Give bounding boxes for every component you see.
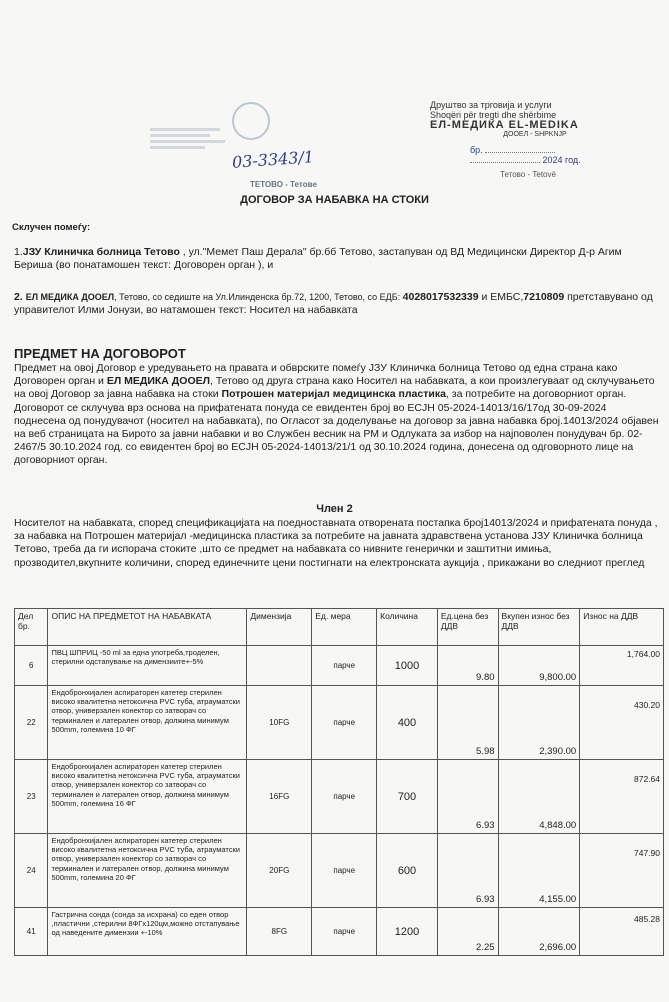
header-part-no: Дел бр. xyxy=(15,609,48,646)
party-two-address: , Тетово, со седиште на Ул.Илинденска бр.72, 1200, Тетово, со ЕДБ: xyxy=(114,292,403,302)
party-two-representative: претставувано од управителот Илми Јонузи, во натамошен текст: Носител на набавката xyxy=(14,291,653,317)
table-row xyxy=(15,834,664,908)
party-two-name: ЕЛ МЕДИКА ДООЕЛ xyxy=(25,292,115,302)
row-no: 6 xyxy=(15,646,48,686)
article-title: Член 2 xyxy=(316,503,353,515)
company-line1: Друштво за трговија и услуги xyxy=(430,100,552,110)
row-price: 6.93 xyxy=(437,760,498,834)
company-name: ЕЛ-МЕДИКА EL-MEDIKA xyxy=(430,119,579,131)
row-price: 2.25 xyxy=(437,908,498,956)
row-price: 9.80 xyxy=(437,646,498,686)
row-vat: 430.20 xyxy=(580,686,664,760)
row-no: 23 xyxy=(15,760,48,834)
company-line2: Shoqëri për tregti dhe shërbime xyxy=(430,110,557,120)
row-no: 24 xyxy=(15,834,48,908)
header-quantity: Количина xyxy=(377,609,438,646)
row-price: 6.93 xyxy=(437,834,498,908)
seal-icon xyxy=(232,102,270,140)
table-row xyxy=(15,908,664,956)
company-ref-year: 2024 год. xyxy=(542,155,581,165)
table-row xyxy=(15,686,664,760)
row-quantity: 600 xyxy=(377,834,438,908)
row-total: 4,155.00 xyxy=(498,834,580,908)
table-header-row xyxy=(15,609,664,646)
section-title: ПРЕДМЕТ НА ДОГОВОРОТ xyxy=(14,346,186,361)
row-quantity: 1200 xyxy=(377,908,438,956)
party-one-name: ЈЗУ Клиничка болница Тетово xyxy=(22,246,180,258)
row-quantity: 1000 xyxy=(377,646,438,686)
row-vat: 1,764.00 xyxy=(580,646,664,686)
subject-goods: Потрошен материјал медицинска пластика xyxy=(221,388,446,401)
row-quantity: 400 xyxy=(377,686,438,760)
row-unit: парче xyxy=(312,686,377,760)
table-row xyxy=(15,646,664,686)
row-unit: парче xyxy=(312,834,377,908)
table-row xyxy=(15,760,664,834)
row-price: 5.98 xyxy=(437,686,498,760)
party-two-number: 2. xyxy=(14,291,23,303)
row-no: 41 xyxy=(15,908,48,956)
header-total: Вкупен износ без ДДВ xyxy=(498,609,580,646)
row-dimension: 10FG xyxy=(247,686,312,760)
party-two-edb: 4028017532339 xyxy=(402,291,479,303)
subject-company: ЕЛ МЕДИКА ДООЕЛ xyxy=(106,375,210,388)
row-vat: 747.90 xyxy=(580,834,664,908)
party-one-number: 1. xyxy=(14,246,23,258)
header-unit-price: Ед.цена без ДДВ xyxy=(437,609,498,646)
header-description: ОПИС НА ПРЕДМЕТОТ НА НАБАВКАТА xyxy=(48,609,247,646)
company-stamp xyxy=(430,100,640,140)
row-unit: парче xyxy=(312,646,377,686)
subject-text-3: , за потребите на договорниот орган. xyxy=(445,388,627,401)
company-city: Тетово - Tetovë xyxy=(500,170,556,179)
row-vat: 485.28 xyxy=(580,908,664,956)
party-two xyxy=(14,291,654,317)
stamp-city: ТЕТОВО - Тетовe xyxy=(250,180,317,189)
row-description: ПВЦ ШПРИЦ -50 ml за една употреба,троделен, стерилни одстапување на димензиите+-5% xyxy=(48,646,247,686)
subject-text-2: , Тетово од друга страна како Носител на набавката, а кои произлегуваат од склучувањето на овој Договор за јавна набавка на стоки xyxy=(14,375,655,401)
row-vat: 872.64 xyxy=(580,760,664,834)
company-sub: ДООЕЛ - SHPKNJP xyxy=(503,131,567,138)
row-description: Гастрична сонда (сонда за исхрана) со еден отвор ,пластични ,стерилни 8ФГх120цм,можно отстапување од наведените димензии +-10% xyxy=(48,908,247,956)
party-two-embs: 7210809 xyxy=(523,291,565,303)
header-dimension: Димензија xyxy=(247,609,312,646)
row-dimension: 8FG xyxy=(247,908,312,956)
document-title: ДОГОВОР ЗА НАБАВКА НА СТОКИ xyxy=(240,194,429,206)
row-no: 22 xyxy=(15,686,48,760)
party-two-embs-label: и ЕМБС, xyxy=(478,291,524,303)
row-total: 4,848.00 xyxy=(498,760,580,834)
row-description: Ендобронхијален аспираторен катетер стерилен високо квалитетна нетоксична PVC туба, атрауматски отвор, универзален конектор со затворач со терминален и латерален отвор, должина минимум 500mm, големина 16 ФГ xyxy=(48,760,247,834)
row-dimension: 16FG xyxy=(247,760,312,834)
row-unit: парче xyxy=(312,760,377,834)
row-quantity: 700 xyxy=(377,760,438,834)
subject-text-1: Предмет на овој Договор е уредувањето на правата и обврските помеѓу ЈЗУ Клиничка болница Тетово од една страна како Договорен орган и xyxy=(14,362,618,388)
company-ref xyxy=(470,145,581,165)
row-description: Ендобронхијален аспираторен катетер стерилен високо квалитетна нетоксична PVC туба, атрауматски отвор, универзален конектор со затворач со терминален и латерален отвор, должина минимум 500mm, големина 20 ФГ xyxy=(48,834,247,908)
concluded-between: Склучен помеѓу: xyxy=(12,222,91,233)
header-unit: Ед. мера xyxy=(312,609,377,646)
party-one-details: , ул."Мемет Паш Дерала" бр.бб Тетово, застапуван од ВД Медицински Директор Д-р Агим Бериша (во понатамошен текст: Договорен орган ), и xyxy=(14,246,622,272)
row-description: Ендобронхијален аспираторен катетер стерилен високо квалитетна нетоксична PVC туба, атрауматски отвор, универзален конектор со затворач со терминален и латерален отвор, должина минимум 500mm, големина 10 ФГ xyxy=(48,686,247,760)
party-one xyxy=(14,246,654,272)
header-vat: Износ на ДДВ xyxy=(580,609,664,646)
article-text: Носителот на набавката, според спецификацијата на поедноставната отворената постапка број14013/2024 и прифатената понуда , за набавка на Потрошен материјал -медицинска пластика за потребите на јавната здравствена установа ЈЗУ Клиничка болница Тетово, треба да ги испорача стоките ,што се предмет на набавката со нивните генерички и заштитни имиња, прозводител,вкупните количини, според единечните цени постигнати на електронската аукција , прикажани во следниот преглед xyxy=(14,517,658,569)
row-total: 2,696.00 xyxy=(498,908,580,956)
row-total: 2,390.00 xyxy=(498,686,580,760)
row-total: 9,800.00 xyxy=(498,646,580,686)
row-dimension: 20FG xyxy=(247,834,312,908)
items-table xyxy=(14,608,664,956)
company-ref-label: бр. xyxy=(470,145,483,155)
registration-number: 03-3343/1 xyxy=(231,147,315,172)
row-unit: парче xyxy=(312,908,377,956)
subject-basis: Договорот се склучува врз основа на прифатената понуда се евидентен број во ЕСЈН 05-2024-14013/16/17од 30-09-2024 поднесена од понудувачот (носител на набавката), по Огласот за доделување на договор за јавна набавка број.14013/2024 објавен на веб страницата на Бирото за јавни набавки и во Службен весник на РМ и Одлуката за избор на најповолен понудувач бр. 02-2467/5 30.10.2024 год. со евидентен број во ЕСЈН 05-2024-14013/21/1 од 30.10.2024 година, донесена од одговорното лице на договорниот орган. xyxy=(14,401,659,467)
subject-paragraph xyxy=(14,362,659,468)
row-dimension xyxy=(247,646,312,686)
